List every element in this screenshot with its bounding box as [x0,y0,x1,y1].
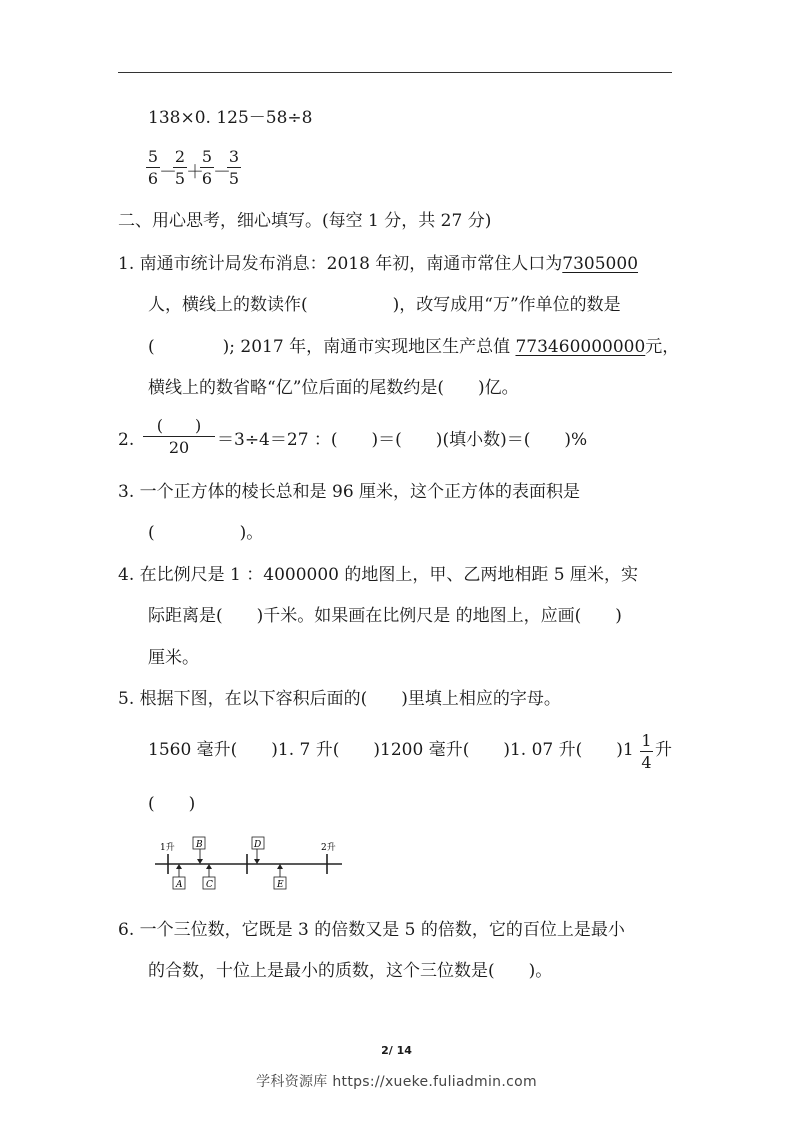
numerator: 3 [228,147,240,166]
operator: － [159,162,177,183]
section-heading: 二、用心思考，细心填写。(每空 1 分，共 27 分) [118,211,492,231]
marker-c: C [206,880,213,890]
numerator: 5 [147,147,159,166]
question-1-line-3 [148,337,679,357]
question-2-text: ＝3÷4＝27 ：( )＝( )(填小数)＝( )% [217,430,588,450]
page-number: 2/ 14 [381,1044,412,1057]
denominator: 20 [168,438,190,457]
numerator: 5 [201,147,213,166]
mixed-number-fraction [640,732,653,772]
operator: － [213,162,231,183]
question-1-line-4: 横线上的数省略“亿”位后面的尾数约是( )亿。 [148,378,519,398]
volume-unit: 升 [655,740,672,760]
fraction [227,148,241,188]
question-3-line-1: 3. 一个正方体的棱长总和是 96 厘米，这个正方体的表面积是 [118,482,581,502]
source-watermark: 学科资源库 https://xueke.fuliadmin.com [256,1074,537,1090]
top-rule [118,72,672,73]
question-1-line-2: 人，横线上的数读作( )，改写成用“万”作单位的数是 [148,295,621,315]
fraction [146,148,160,188]
question-2-fraction [143,417,215,457]
question-text: ( ); 2017 年，南通市实现地区生产总值 [148,337,511,357]
question-text: 1. 南通市统计局发布消息：2018 年初，南通市常住人口为 [118,254,563,274]
question-4-line-3: 厘米。 [148,648,199,668]
denominator: 6 [201,169,213,188]
underlined-number: 773460000000 [515,337,646,357]
marker-e: E [277,880,284,890]
question-6-line-2: 的合数，十位上是最小的质数，这个三位数是( )。 [148,961,553,981]
marker-a: A [176,880,183,890]
fraction [173,148,187,188]
question-6-line-1: 6. 一个三位数，它既是 3 的倍数又是 5 的倍数，它的百位上是最小 [118,920,625,940]
question-3-line-2: ( )。 [148,523,264,543]
underlined-number: 7305000 [562,254,639,274]
question-5-line-2: 1560 毫升( )1. 7 升( )1200 毫升( )1. 07 升( )1 [148,740,634,760]
label-end: 2升 [321,843,336,853]
question-5-line-1: 5. 根据下图，在以下容积后面的( )里填上相应的字母。 [118,689,561,709]
denominator: 5 [228,169,240,188]
question-4-line-1: 4. 在比例尺是 1 ：4000000 的地图上，甲、乙两地相距 5 厘米，实 [118,565,638,585]
fraction [200,148,214,188]
operator: ＋ [186,162,204,183]
number-line-diagram [150,832,350,894]
label-start: 1升 [160,843,175,853]
numerator: 1 [641,731,652,750]
question-1-line-1 [118,254,638,274]
marker-b: B [196,840,203,850]
question-4-line-2: 际距离是( )千米。如果画在比例尺是 的地图上，应画( ) [148,606,622,626]
numerator: 2 [174,147,186,166]
numerator: ( ) [143,417,215,437]
question-5-line-3: ( ) [148,794,196,814]
marker-d: D [254,840,262,850]
denominator: 4 [641,753,652,772]
denominator: 5 [174,169,186,188]
question-2-label: 2. [118,430,135,450]
denominator: 6 [147,169,159,188]
question-text: 元， [645,337,680,357]
calc-line-1: 138×0. 125－58÷8 [148,108,313,128]
